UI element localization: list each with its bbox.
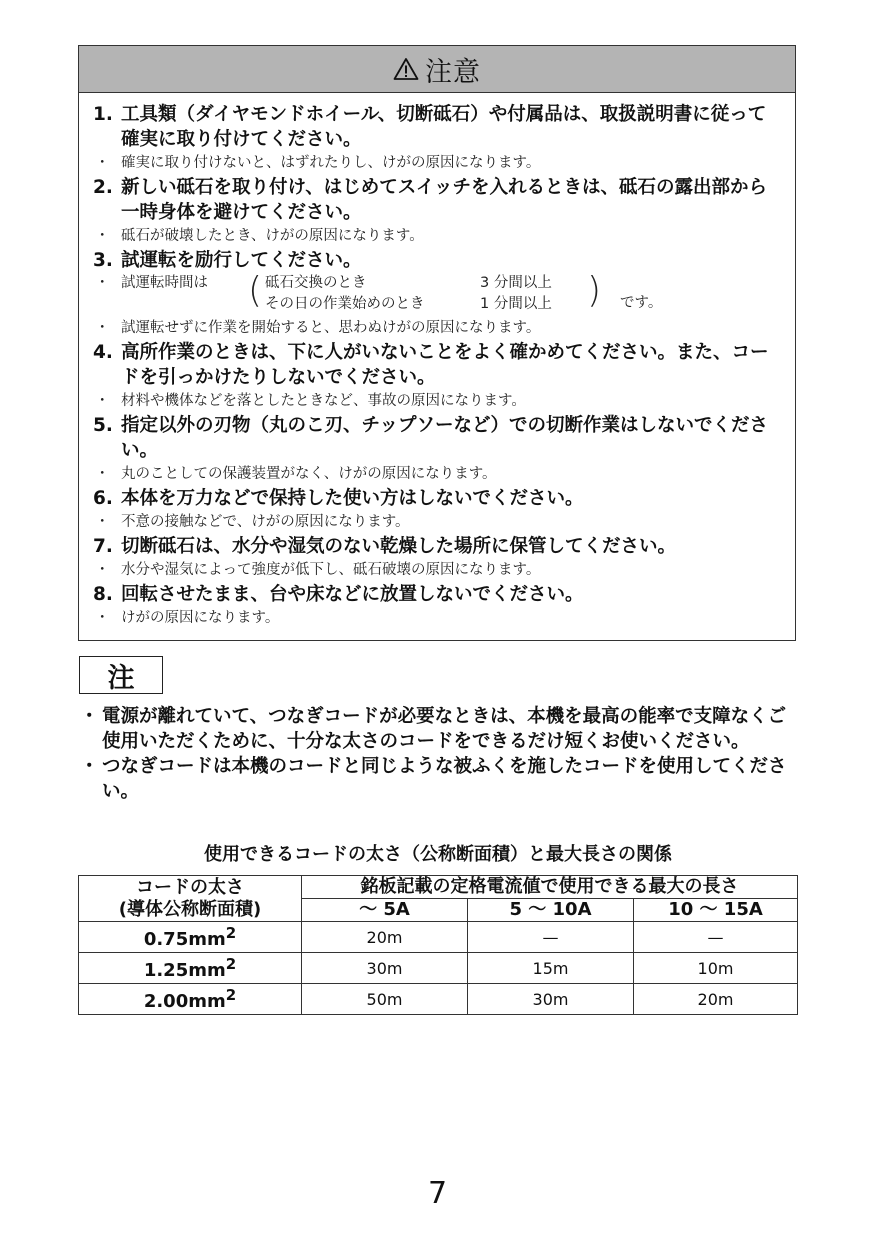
cord-size-cell: $1.25mm^2$: [79, 953, 302, 984]
caution-note: ・ 材料や機体などを落としたときなど、事故の原因になります。: [95, 393, 526, 409]
trial-run-suffix: です。: [620, 295, 663, 311]
bullet-text: つなぎコードは本機のコードと同じような被ふくを施したコードを使用してください。: [102, 756, 787, 802]
item-number: 8.: [93, 584, 113, 605]
item-number: 2.: [93, 177, 113, 198]
caution-item: [93, 248, 781, 273]
table-row: [79, 953, 798, 984]
note-bullet: ・ 電源が離れていて、つなぎコードが必要なときは、本機を最高の能率で支障なくご使用いただくために、十分な太さのコードをできるだけ短くお使いください。: [80, 706, 787, 752]
warning-triangle-icon: [393, 57, 419, 81]
caution-items: [93, 102, 781, 630]
caution-note: ・ 丸のことしての保護装置がなく、けがの原因になります。: [95, 466, 497, 482]
trial-run-times: ・ 試運転時間は ( 砥石交換のとき 3 分間以上 その日の作業始めのとき 1 分間以上 ) です。: [93, 273, 781, 317]
note-bullet: ・ つなぎコードは本機のコードと同じような被ふくを施したコードを使用してください。: [80, 756, 787, 802]
sub-header: 5 ～ 10A: [468, 899, 634, 922]
note-text: 砥石が破壊したとき、けがの原因になります。: [121, 228, 424, 244]
cord-size-cell: $2.00mm^2$: [79, 984, 302, 1015]
caution-note: ・ けがの原因になります。: [95, 610, 280, 626]
length-cell: 30m: [468, 984, 634, 1015]
group-header: 銘板記載の定格電流値で使用できる最大の長さ: [302, 876, 798, 899]
note-text: 丸のことしての保護装置がなく、けがの原因になります。: [121, 466, 497, 482]
caution-note: ・ 試運転せずに作業を開始すると、思わぬけがの原因になります。: [95, 320, 541, 336]
caution-note: ・ 不意の接触などで、けがの原因になります。: [95, 514, 410, 530]
length-cell: 15m: [468, 953, 634, 984]
item-number: 4.: [93, 342, 113, 363]
close-paren: ): [587, 270, 602, 311]
trial-run-label: 試運転時間は: [121, 275, 208, 291]
item-text: 指定以外の刃物（丸のこ刃、チップソーなど）での切断作業はしないでください。: [121, 415, 768, 461]
open-paren: (: [248, 270, 263, 311]
item-text: 高所作業のときは、下に人がいないことをよく確かめてください。また、コードを引っかけたりしないでください。: [121, 342, 769, 388]
caution-note: ・ 確実に取り付けないと、はずれたりし、けがの原因になります。: [95, 155, 541, 171]
table-header-row: [79, 876, 798, 899]
item-number: 1.: [93, 104, 113, 125]
item-text: 新しい砥石を取り付け、はじめてスイッチを入れるときは、砥石の露出部から一時身体を避けてください。: [121, 177, 768, 223]
length-cell: —: [468, 922, 634, 953]
item-text: 試運転を励行してください。: [121, 250, 362, 271]
note-bullets: [78, 704, 798, 804]
trial-run-row: 砥石交換のとき 3 分間以上: [265, 275, 552, 291]
item-text: 回転させたまま、台や床などに放置しないでください。: [121, 584, 584, 605]
caution-box: [78, 45, 796, 641]
caution-item: [93, 582, 781, 607]
note-text: 水分や湿気によって強度が低下し、砥石破壊の原因になります。: [121, 562, 541, 578]
length-cell: 50m: [302, 984, 468, 1015]
table-row: [79, 922, 798, 953]
length-cell: 10m: [634, 953, 798, 984]
bullet-text: 電源が離れていて、つなぎコードが必要なときは、本機を最高の能率で支障なくご使用いただくために、十分な太さのコードをできるだけ短くお使いください。: [102, 706, 787, 752]
table-row: [79, 984, 798, 1015]
caution-note: ・ 砥石が破壊したとき、けがの原因になります。: [95, 228, 424, 244]
caution-item: [93, 413, 781, 463]
note-text: けがの原因になります。: [121, 610, 280, 626]
sub-header: ～ 5A: [302, 899, 468, 922]
caution-item: [93, 102, 781, 152]
caution-title: 注意: [425, 56, 481, 88]
sub-header: 10 ～ 15A: [634, 899, 798, 922]
note-text: 確実に取り付けないと、はずれたりし、けがの原因になります。: [121, 155, 541, 171]
item-text: 切断砥石は、水分や湿気のない乾燥した場所に保管してください。: [121, 536, 677, 557]
caution-item: [93, 534, 781, 559]
item-text: 工具類（ダイヤモンドホイール、切断砥石）や付属品は、取扱説明書に従って確実に取り付けてください。: [121, 104, 767, 150]
note-text: 不意の接触などで、けがの原因になります。: [121, 514, 410, 530]
length-cell: 20m: [302, 922, 468, 953]
caution-item: [93, 175, 781, 225]
table-title: 使用できるコードの太さ（公称断面積）と最大長さの関係: [204, 844, 672, 865]
item-number: 6.: [93, 488, 113, 509]
trial-run-row: その日の作業始めのとき 1 分間以上: [265, 296, 552, 312]
note-heading: 注: [79, 656, 163, 694]
item-number: 3.: [93, 250, 113, 271]
cord-size-cell: $0.75mm^2$: [79, 922, 302, 953]
col-header-size: コードの太さ (導体公称断面積): [79, 876, 302, 922]
caution-note: ・ 水分や湿気によって強度が低下し、砥石破壊の原因になります。: [95, 562, 541, 578]
trial-run-rows: [265, 273, 552, 315]
note-text: 試運転せずに作業を開始すると、思わぬけがの原因になります。: [121, 320, 541, 336]
item-number: 5.: [93, 415, 113, 436]
item-text: 本体を万力などで保持した使い方はしないでください。: [121, 488, 584, 509]
length-cell: 20m: [634, 984, 798, 1015]
caution-item: [93, 486, 781, 511]
cord-length-table: [78, 875, 798, 1015]
page-number: 7: [427, 1176, 448, 1211]
caution-item: [93, 340, 781, 390]
length-cell: 30m: [302, 953, 468, 984]
item-number: 7.: [93, 536, 113, 557]
caution-header: [79, 46, 795, 93]
length-cell: —: [634, 922, 798, 953]
note-text: 材料や機体などを落としたときなど、事故の原因になります。: [121, 393, 526, 409]
